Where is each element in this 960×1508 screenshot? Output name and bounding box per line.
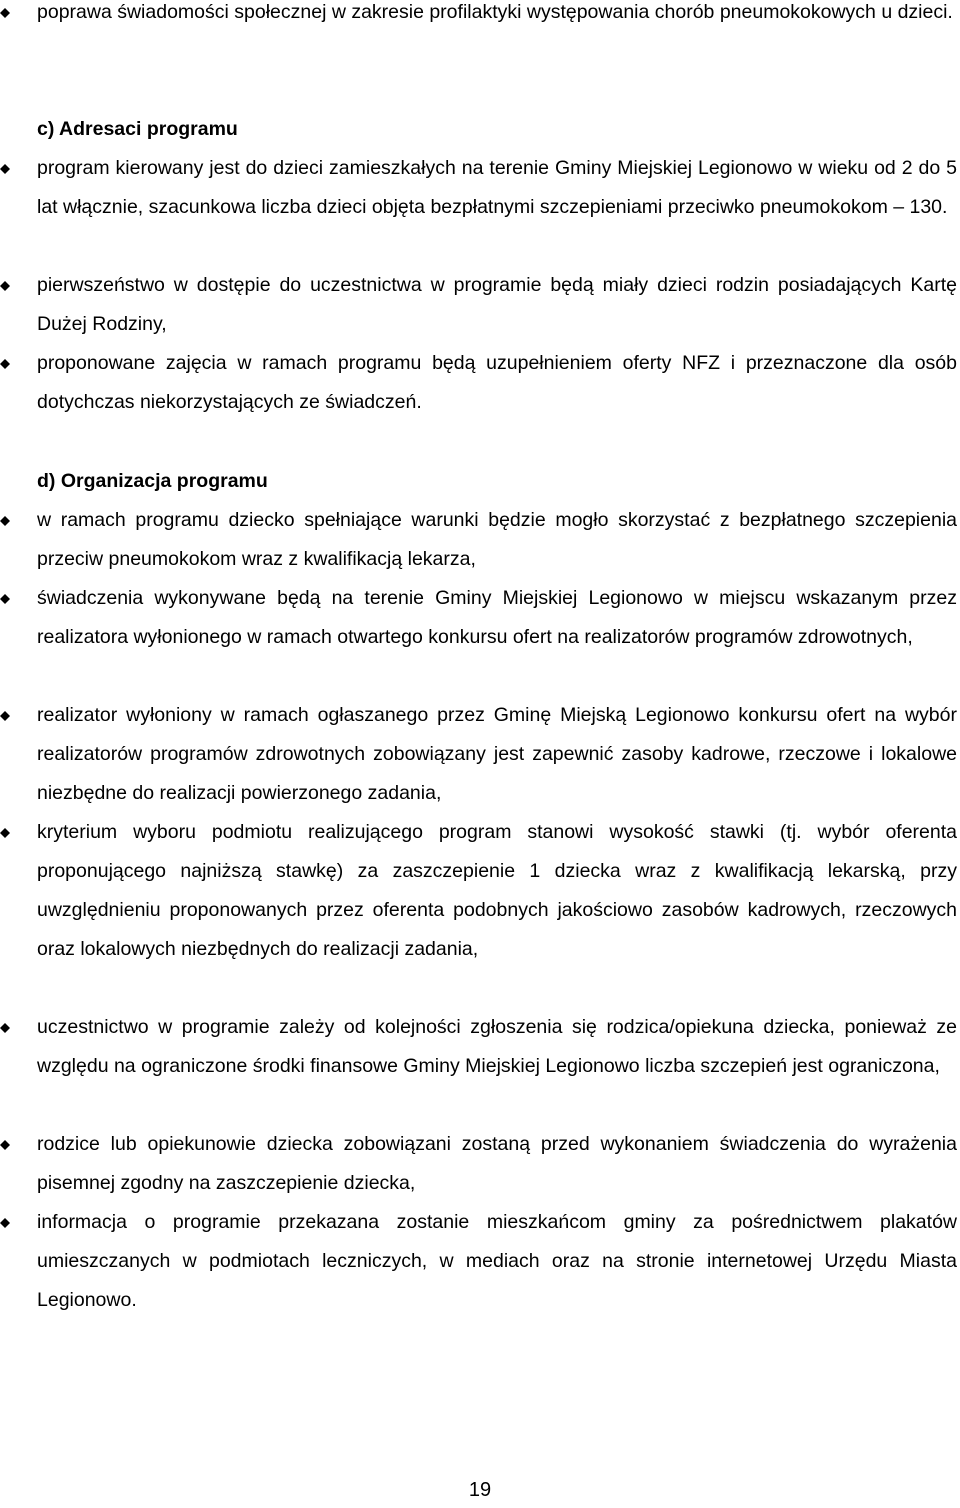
diamond-bullet-icon <box>0 359 10 369</box>
list-item: informacja o programie przekazana zostanie mieszkańcom gminy za pośrednictwem plakatów umieszczanych w podmiotach leczniczych, w mediach oraz na stronie internetowej Urzędu Miasta Legionowo. <box>37 1211 957 1311</box>
diamond-bullet-icon <box>0 164 10 174</box>
list-item: proponowane zajęcia w ramach programu będą uzupełnieniem oferty NFZ i przeznaczone dla osób dotychczas niekorzystających ze świadczeń. <box>37 352 957 413</box>
diamond-bullet-icon <box>0 1218 10 1228</box>
diamond-bullet-icon <box>0 594 10 604</box>
list-item: rodzice lub opiekunowie dziecka zobowiązani zostaną przed wykonaniem świadczenia do wyrażenia pisemnej zgodny na zaszczepienie dziecka, <box>37 1133 957 1194</box>
list-item: kryterium wyboru podmiotu realizującego program stanowi wysokość stawki (tj. wybór oferenta proponującego najniższą stawkę) za zaszczepienie 1 dziecka wraz z kwalifikacją lekarską, przy uwzględnieniu proponowanych przez oferenta podobnych jakościowo zasobów kadrowych, rzeczowych oraz lokalowych niezbędnych do realizacji zadania, <box>37 821 957 960</box>
list-item: w ramach programu dziecko spełniające warunki będzie mogło skorzystać z bezpłatnego szczepienia przeciw pneumokokom wraz z kwalifikacją lekarza, <box>37 509 957 570</box>
diamond-bullet-icon <box>0 8 10 18</box>
diamond-bullet-icon <box>0 1140 10 1150</box>
diamond-bullet-icon <box>0 828 10 838</box>
section-heading-d: d) Organizacja programu <box>37 470 268 492</box>
diamond-bullet-icon <box>0 281 10 291</box>
page-number: 19 <box>468 1479 492 1501</box>
list-item: uczestnictwo w programie zależy od kolejności zgłoszenia się rodzica/opiekuna dziecka, ponieważ ze względu na ograniczone środki finansowe Gminy Miejskiej Legionowo liczba szczepień jest ograniczona, <box>37 1016 957 1077</box>
diamond-bullet-icon <box>0 516 10 526</box>
diamond-bullet-icon <box>0 711 10 721</box>
list-item: pierwszeństwo w dostępie do uczestnictwa w programie będą miały dzieci rodzin posiadających Kartę Dużej Rodziny, <box>37 274 957 335</box>
section-heading-c: c) Adresaci programu <box>37 118 238 140</box>
list-item: poprawa świadomości społecznej w zakresie profilaktyki występowania chorób pneumokokowych u dzieci. <box>37 1 953 23</box>
list-item: program kierowany jest do dzieci zamieszkałych na terenie Gminy Miejskiej Legionowo w wieku od 2 do 5 lat włącznie, szacunkowa liczba dzieci objęta bezpłatnymi szczepieniami przeciwko pneumokokom – 130. <box>37 157 957 218</box>
list-item: świadczenia wykonywane będą na terenie Gminy Miejskiej Legionowo w miejscu wskazanym przez realizatora wyłonionego w ramach otwartego konkursu ofert na realizatorów programów zdrowotnych, <box>37 587 957 648</box>
list-item: realizator wyłoniony w ramach ogłaszanego przez Gminę Miejską Legionowo konkursu ofert na wybór realizatorów programów zdrowotnych zobowiązany jest zapewnić zasoby kadrowe, rzeczowe i lokalowe niezbędne do realizacji powierzonego zadania, <box>37 704 957 804</box>
diamond-bullet-icon <box>0 1023 10 1033</box>
